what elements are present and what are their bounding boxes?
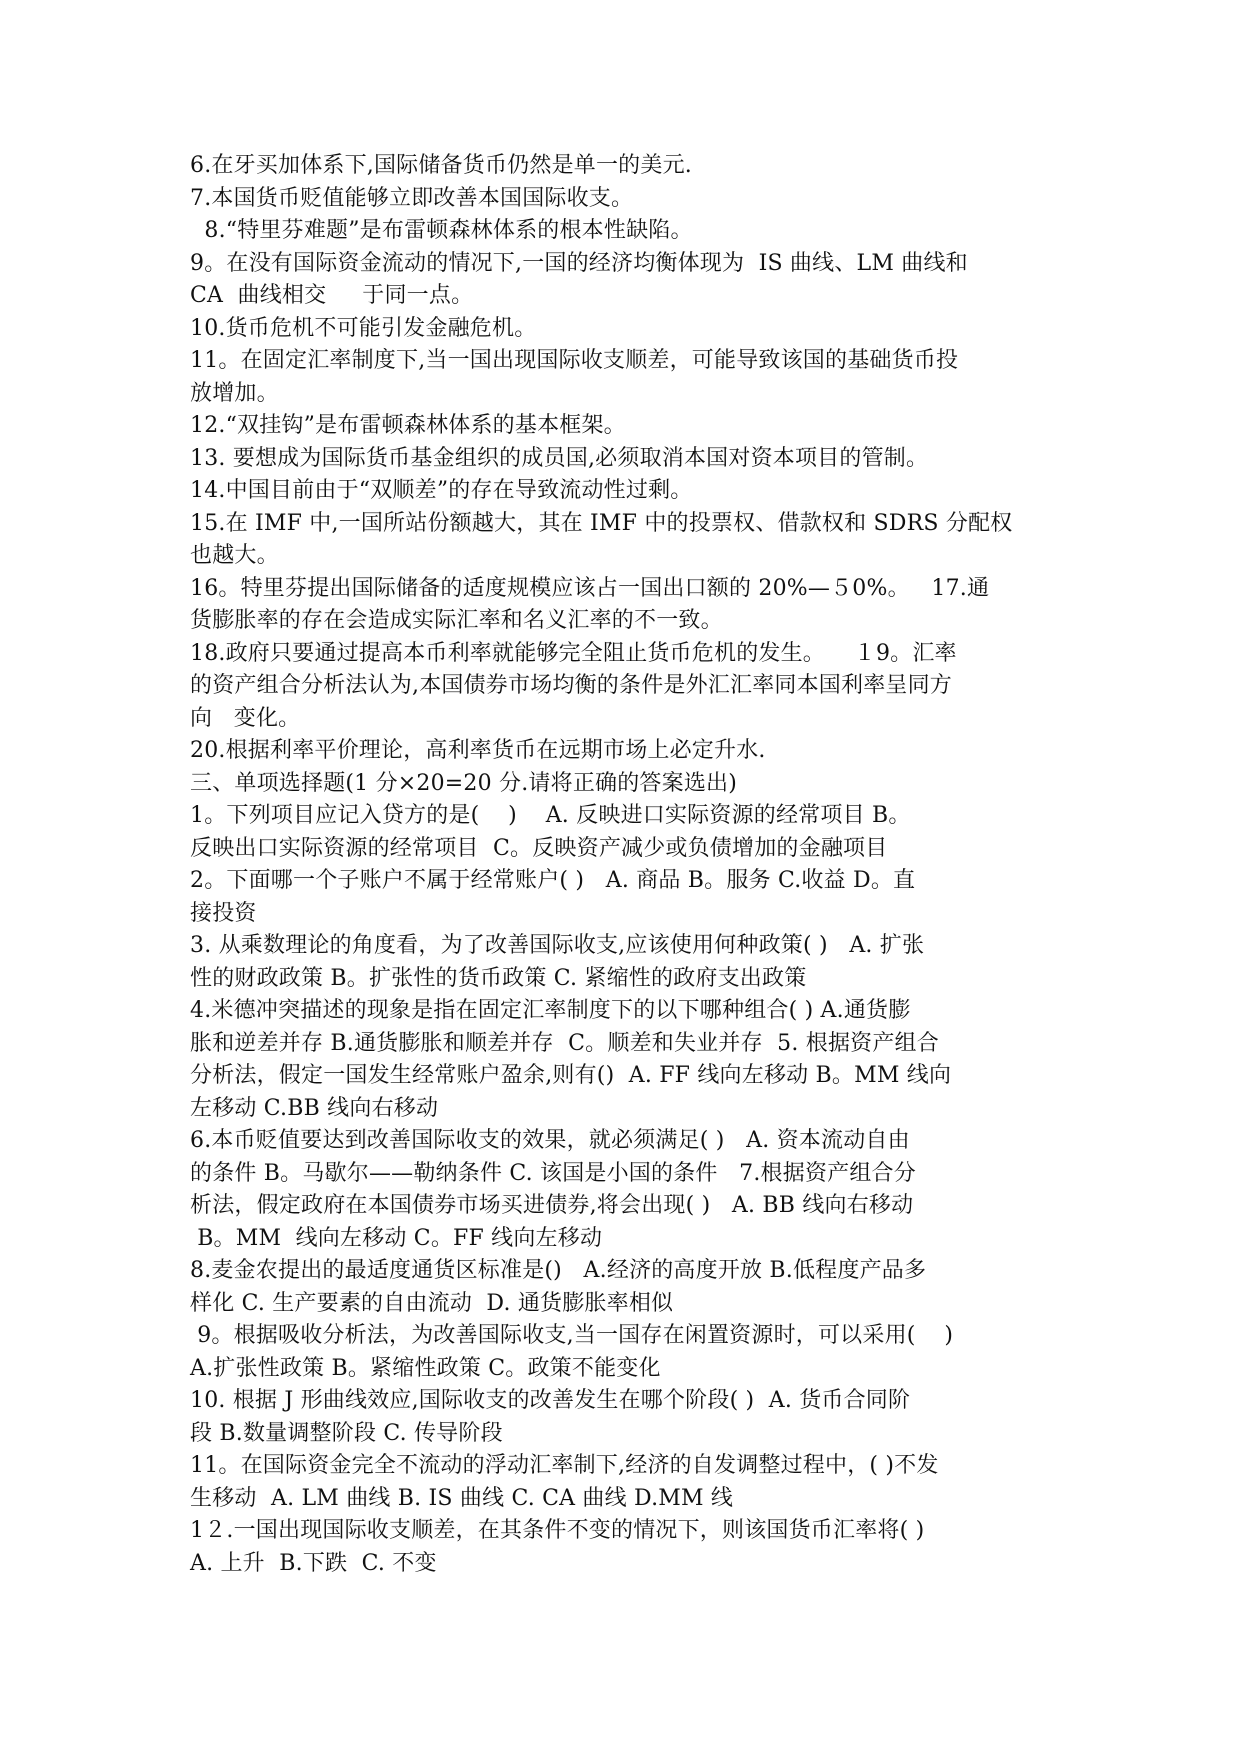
text-line: 性的财政政策 B。扩张性的货币政策 C. 紧缩性的政府支出政策 bbox=[190, 965, 807, 991]
text-line: B。MM 线向左移动 C。FF 线向左移动 bbox=[190, 1225, 603, 1251]
text-line: 货膨胀率的存在会造成实际汇率和名义汇率的不一致。 bbox=[190, 608, 723, 633]
text-line: 8.“特里芬难题”是布雷顿森林体系的根本性缺陷。 bbox=[190, 218, 693, 243]
text-line: A. 上升 B.下跌 C. 不变 bbox=[190, 1550, 437, 1576]
text-line: 4.米德冲突描述的现象是指在固定汇率制度下的以下哪种组合( ) A.通货膨 bbox=[190, 998, 911, 1023]
text-line: 的资产组合分析法认为,本国债券市场均衡的条件是外汇汇率同本国利率呈同方 bbox=[190, 673, 952, 698]
text-line: 11。在国际资金完全不流动的浮动汇率制下,经济的自发调整过程中，( )不发 bbox=[190, 1453, 939, 1478]
text-line: 样化 C. 生产要素的自由流动 D. 通货膨胀率相似 bbox=[190, 1290, 674, 1316]
text-line: 分析法，假定一国发生经常账户盈余,则有() A. FF 线向左移动 B。MM 线向 bbox=[190, 1063, 952, 1088]
text-line: 析法，假定政府在本国债券市场买进债券,将会出现( ) A. BB 线向右移动 bbox=[190, 1193, 914, 1218]
text-line: 左移动 C.BB 线向右移动 bbox=[190, 1095, 439, 1121]
text-line: 9。根据吸收分析法，为改善国际收支,当一国存在闲置资源时，可以采用( ) bbox=[190, 1323, 954, 1348]
text-line: 胀和逆差并存 B.通货膨胀和顺差并存 C。顺差和失业并存 5. 根据资产组合 bbox=[190, 1030, 939, 1056]
document-page bbox=[190, 150, 1060, 1580]
text-line: 1。下列项目应记入贷方的是( ) A. 反映进口实际资源的经常项目 B。 bbox=[190, 803, 911, 828]
text-line: 生移动 A. LM 曲线 B. IS 曲线 C. CA 曲线 D.MM 线 bbox=[190, 1485, 734, 1511]
text-line: 10.货币危机不可能引发金融危机。 bbox=[190, 315, 537, 341]
text-line: 8.麦金农提出的最适度通货区标准是() A.经济的高度开放 B.低程度产品多 bbox=[190, 1258, 927, 1283]
text-line: 11。在固定汇率制度下,当一国出现国际收支顺差，可能导致该国的基础货币投 bbox=[190, 348, 959, 373]
text-line: 3. 从乘数理论的角度看，为了改善国际收支,应该使用何种政策( ) A. 扩张 bbox=[190, 933, 925, 958]
text-line: 向 变化。 bbox=[190, 705, 301, 731]
text-line: A.扩张性政策 B。紧缩性政策 C。政策不能变化 bbox=[190, 1355, 661, 1381]
text-line: 14.中国目前由于“双顺差”的存在导致流动性过剩。 bbox=[190, 478, 693, 503]
text-line: 放增加。 bbox=[190, 380, 279, 406]
text-line: 13. 要想成为国际货币基金组织的成员国,必须取消本国对资本项目的管制。 bbox=[190, 445, 929, 471]
text-line: 段 B.数量调整阶段 C. 传导阶段 bbox=[190, 1420, 503, 1446]
text-line: 的条件 B。马歇尔——勒纳条件 C. 该国是小国的条件 7.根据资产组合分 bbox=[190, 1160, 916, 1186]
section-heading: 三、单项选择题(1 分×20=20 分.请将正确的答案选出) bbox=[190, 770, 737, 796]
text-line: 7.本国货币贬值能够立即改善本国国际收支。 bbox=[190, 185, 634, 211]
text-line: 16。特里芬提出国际储备的适度规模应该占一国出口额的 20%—５0%。 17.通 bbox=[190, 575, 990, 601]
text-line: 反映出口实际资源的经常项目 C。反映资产减少或负债增加的金融项目 bbox=[190, 835, 888, 861]
text-line: 20.根据利率平价理论，高利率货币在远期市场上必定升水. bbox=[190, 738, 766, 763]
text-line: 10. 根据 J 形曲线效应,国际收支的改善发生在哪个阶段( ) A. 货币合同阶 bbox=[190, 1388, 911, 1413]
text-line: 6.本币贬值要达到改善国际收支的效果，就必须满足( ) A. 资本流动自由 bbox=[190, 1128, 910, 1153]
text-line: 1２.一国出现国际收支顺差，在其条件不变的情况下，则该国货币汇率将( ) bbox=[190, 1518, 925, 1543]
text-line: 2。下面哪一个子账户不属于经常账户( ) A. 商品 B。服务 C.收益 D。直 bbox=[190, 868, 916, 893]
text-line: 12.“双挂钩”是布雷顿森林体系的基本框架。 bbox=[190, 413, 626, 438]
text-line: 也越大。 bbox=[190, 543, 279, 568]
text-line: 18.政府只要通过提高本币利率就能够完全阻止货币危机的发生。 １9。汇率 bbox=[190, 640, 957, 666]
text-line: CA 曲线相交 于同一点。 bbox=[190, 283, 474, 308]
text-line: 接投资 bbox=[190, 900, 257, 926]
text-line: 9。在没有国际资金流动的情况下,一国的经济均衡体现为 IS 曲线、LM 曲线和 bbox=[190, 250, 968, 276]
text-line: 6.在牙买加体系下,国际储备货币仍然是单一的美元. bbox=[190, 153, 692, 178]
text-line: 15.在 IMF 中,一国所站份额越大，其在 IMF 中的投票权、借款权和 SDRS 分配权 bbox=[190, 510, 1013, 536]
